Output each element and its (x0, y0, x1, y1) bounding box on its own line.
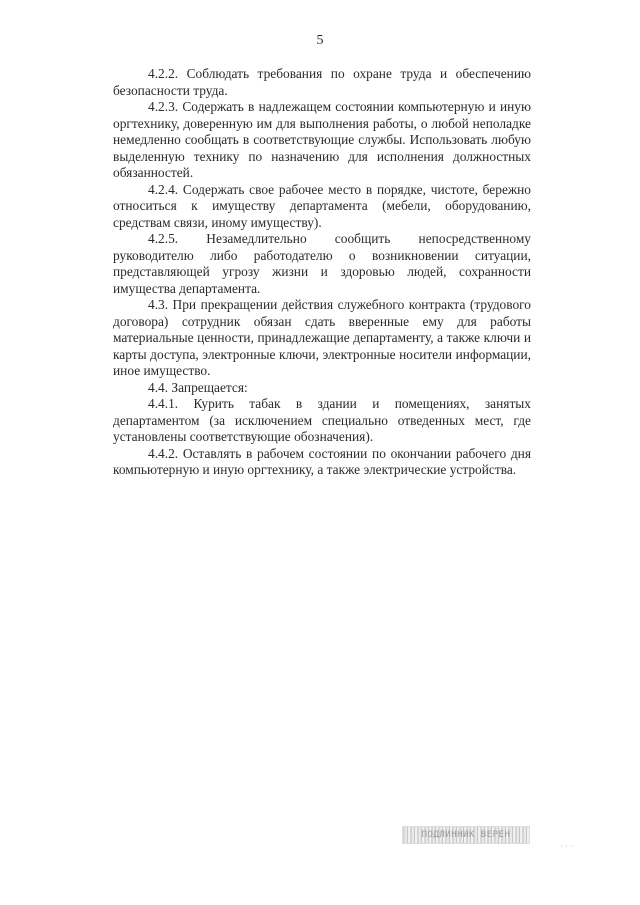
paragraph-4-4-2: 4.4.2. Оставлять в рабочем состоянии по окончании рабочего дня компьютерную и иную оргтехнику, а также электрические устройства. (113, 445, 531, 477)
paragraph-4-4: 4.4. Запрещается: (148, 379, 248, 395)
paragraph-4-4-1: 4.4.1. Курить табак в здании и помещениях, занятых департаментом (за исключением специально отведенных мест, где установлены соответствующие обозначения). (113, 396, 531, 444)
document-body (113, 66, 531, 479)
paragraph-4-2-4: 4.2.4. Содержать свое рабочее место в порядке, чистоте, бережно относиться к имуществу департамента (мебели, оборудованию, средствам связи, иному имуществу). (113, 181, 531, 230)
stamp-artifact-icon: · · · (560, 842, 573, 851)
paragraph-4-3: 4.3. При прекращении действия служебного контракта (трудового договора) сотрудник обязан сдать вверенные ему для работы материальные ценности, принадлежащие департаменту, а также ключи и карты доступа, электронные ключи, электронные носители информации, иное имущество. (113, 297, 531, 378)
page-number: 5 (316, 33, 324, 48)
stamp-text: ПОДЛИННИК ВЕРЕН (421, 830, 511, 840)
paragraph-4-2-3: 4.2.3. Содержать в надлежащем состоянии компьютерную и иную оргтехнику, доверенную им для выполнения работы, о любой неполадке немедленно сообщать в соответствующие службы. Использовать любую выделенную технику по назначению для исполнения должностных обязанностей. (113, 99, 531, 180)
paragraph-4-2-5: 4.2.5. Незамедлительно сообщить непосредственному руководителю либо работодателю о возникновении ситуации, представляющей угрозу жизни и здоровью людей, сохранности имущества департамента. (113, 231, 531, 296)
faint-stamp (402, 826, 530, 844)
paragraph-4-2-2: 4.2.2. Соблюдать требования по охране труда и обеспечению безопасности труда. (113, 66, 531, 98)
